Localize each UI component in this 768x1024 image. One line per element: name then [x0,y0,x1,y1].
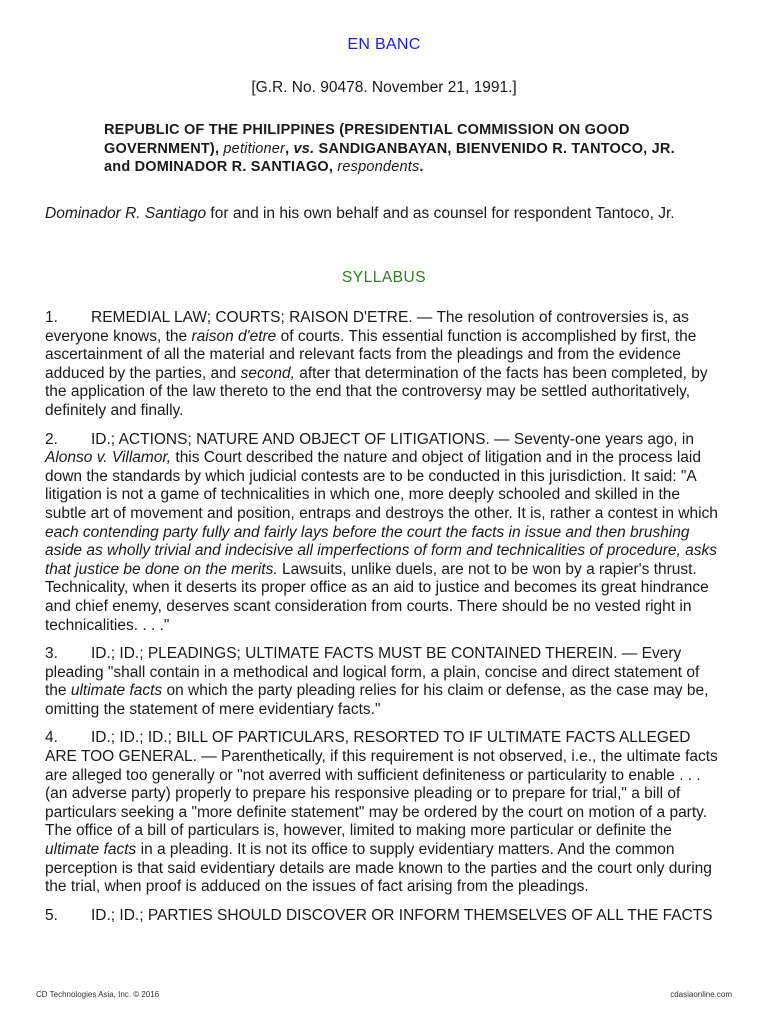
syllabus-item-text: Lawsuits, unlike duels, are not to be won by a rapier's thrust. Technicality, when it deserts its proper office as an aid to justice and becomes its great hindrance and chief enemy, deserves scant consideration from courts. There should be no vested right in technicalities. . . ." [45,560,709,634]
versus-label: vs. [293,140,315,157]
syllabus-item-emphasis: ultimate facts [45,841,137,859]
syllabus-item [45,431,725,636]
syllabus-item-text: ID.; ID.; PLEADINGS; ULTIMATE FACTS MUST BE CONTAINED THEREIN. — Every pleading "shall contain in a methodical and logical form, a plain, concise and direct statement of the [45,645,700,700]
syllabus-item-number: 3. [45,645,58,663]
syllabus-item-text: on which the party pleading relies for his claim or defense, as the case may be, omitting the statement of mere evidentiary facts." [45,682,709,718]
syllabus-item-number: 5. [45,906,58,924]
syllabus-item [45,309,725,421]
footer-website[interactable]: cdasiaonline.com [670,990,732,999]
petitioner-name: REPUBLIC OF THE PHILIPPINES (PRESIDENTIAL COMMISSION ON GOOD GOVERNMENT) [104,122,630,157]
respondent-role: respondents [337,159,420,175]
respondent-names: SANDIGANBAYAN, BIENVENIDO R. TANTOCO, JR. and DOMINADOR R. SANTIAGO [104,140,675,175]
syllabus-item-text: this Court described the nature and object of litigation and in the process laid down the standards by which judicial contests are to be conducted in this jurisdiction. It said: "A litigation is not a game of technicalities in which one, more deeply schooled and skilled in the subtle art of movement and position, entraps and destroys the other. It is, rather a contest in which [45,449,718,522]
syllabus-item-emphasis: ultimate facts [70,682,163,700]
syllabus-item-number: 2. [45,430,58,448]
syllabus-item-number: 1. [45,309,58,326]
syllabus-heading: SYLLABUS [341,269,427,286]
case-number: [G.R. No. 90478. November 21, 1991.] [251,79,517,96]
syllabus-item [45,729,725,896]
syllabus-item-text: ID.; ID.; PARTIES SHOULD DISCOVER OR INFORM THEMSELVES OF ALL THE FACTS [91,906,713,924]
syllabus-item [45,645,725,719]
syllabus-item-text: after that determination of the facts has been completed, by the application of the law thereto to the end that the controversy may be settled authoritatively, definitely and finally. [45,364,708,419]
syllabus-item-emphasis: each contending party fully and fairly lays before the court the facts in issue and then brushing aside as wholly trivial and indecisive all imperfections of form and technicalities of procedure, asks that justice be done on the merits. [45,523,717,578]
syllabus-list [45,309,725,935]
syllabus-item-emphasis: second, [240,364,295,382]
syllabus-item-emphasis: raison d'etre [191,327,277,345]
syllabus-item-text: ID.; ID.; ID.; BILL OF PARTICULARS, RESORTED TO IF ULTIMATE FACTS ALLEGED ARE TOO GENERAL. — Parenthetically, if this requirement is not observed, i.e., the ultimate facts are alleged too generally or "not averred with sufficient definiteness or particularity to enable . . . (an adverse party) properly to prepare his responsive pleading or to prepare for trial," a bill of particulars seeking a "more definite statement" may be ordered by the court on motion of a party. The office of a bill of particulars is, however, limited to making more particular or definite the [45,729,718,840]
syllabus-item [45,907,725,926]
syllabus-item-text: REMEDIAL LAW; COURTS; RAISON D'ETRE. — The resolution of controversies is, as everyone knows, the [45,309,689,345]
syllabus-item-text: in a pleading. It is not its office to supply evidentiary matters. And the common perception is that said evidentiary details are made known to the parties and the court only during the trial, when proof is adduced on the issues of fact arising from the pleadings. [45,841,712,896]
division-heading: EN BANC [347,36,421,53]
syllabus-item-emphasis: Alonso v. Villamor, [45,449,172,467]
syllabus-item-number: 4. [45,729,58,747]
counsel-statement [45,204,735,223]
footer-copyright: CD Technologies Asia, Inc. © 2016 [36,990,160,999]
counsel-name: Dominador R. Santiago [45,205,207,222]
case-parties: REPUBLIC OF THE PHILIPPINES (PRESIDENTIAL COMMISSION ON GOOD GOVERNMENT), petitioner, vs. SANDIGANBAYAN, BIENVENIDO R. TANTOCO, JR. and DOMINADOR R. SANTIAGO, respondents. [104,122,675,175]
petitioner-role: petitioner [223,140,286,157]
syllabus-item-text: of courts. This essential function is accomplished by first, the ascertainment of all the material and relevant facts from the pleadings and from the evidence adduced by the parties, and [45,327,697,382]
counsel-text: for and in his own behalf and as counsel for respondent Tantoco, Jr. [206,205,675,222]
syllabus-item-text: ID.; ACTIONS; NATURE AND OBJECT OF LITIGATIONS. — Seventy-one years ago, in [91,430,694,448]
